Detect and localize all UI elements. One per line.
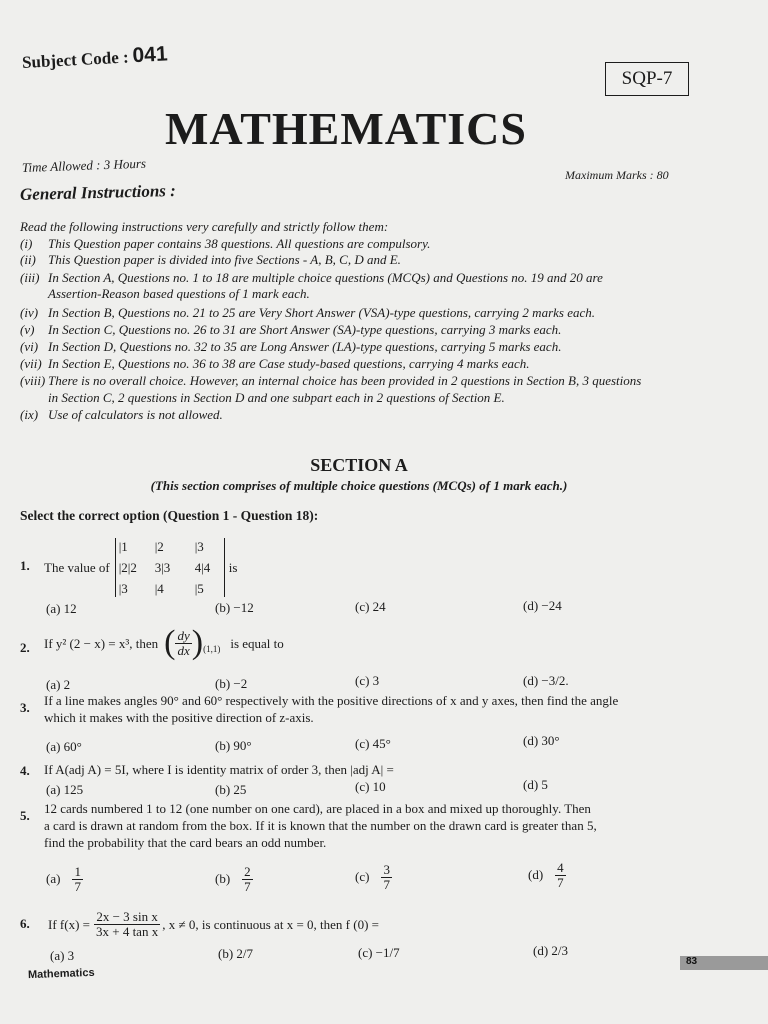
matrix-cell: |2|2 [118,559,137,575]
option-d[interactable]: (d) −24 [523,598,562,613]
instruction-item [20,305,595,321]
instruction-item [20,252,401,268]
fraction-denominator: dx [177,642,190,658]
question-number: 6. [20,916,30,931]
matrix-cell: 4|4 [194,559,211,575]
right-paren: ) [191,624,204,661]
instruction-text: Use of calculators is not allowed. [48,407,223,422]
instruction-number: (ix) [20,407,39,422]
question-text: 12 cards numbered 1 to 12 (one number on one card), are placed in a box and mixed up thoroughly. Then [44,801,591,816]
instruction-item [20,356,530,372]
fraction-numerator: 2x − 3 sin x [96,909,158,924]
instruction-item [20,373,641,389]
option-b[interactable]: (b) 2/7 [218,946,254,961]
option-a[interactable]: (a) 12 [46,601,77,616]
instruction-number: (iii) [20,270,40,285]
function-fraction [94,910,160,938]
fraction-numerator: 2 [244,864,251,879]
option-a[interactable]: (a) 60° [46,739,82,754]
select-instruction: Select the correct option (Question 1 - Question 18): [20,508,319,523]
section-title: SECTION A [310,455,408,475]
option-a[interactable]: (a) 3 [50,948,75,963]
fraction-denominator: 7 [557,874,564,890]
instruction-text: In Section D, Questions no. 32 to 35 are Long Answer (LA)-type questions, carrying 5 marks each. [48,339,562,354]
fraction-denominator: 7 [383,876,390,892]
instruction-item [20,236,430,252]
subject-code-label: Subject Code : [21,47,130,72]
option-c[interactable]: (c) −1/7 [358,945,400,960]
instruction-number: (iv) [20,305,39,320]
question-number: 1. [20,558,30,573]
time-allowed: Time Allowed : 3 Hours [21,155,147,175]
page-number: 83 [686,956,698,967]
option-a[interactable] [46,865,83,893]
matrix-cell: |4 [154,580,164,596]
option-c[interactable]: (c) 45° [355,736,391,751]
question-number: 4. [20,763,30,778]
question-text: a card is drawn at random from the box. If it is known that the number on the drawn card is greater than 5, [44,818,597,833]
subject-code [21,42,168,74]
instruction-item [20,339,561,355]
question-text: If f(x) = [48,916,90,932]
fraction-numerator: 3 [383,862,390,877]
matrix-cell: |3 [194,538,204,554]
question-text: which it makes with the positive direction of z-axis. [44,710,314,725]
option-b[interactable]: (b) −12 [215,600,254,615]
instruction-item [20,286,310,302]
instruction-number: (i) [20,236,33,251]
page-number-tab [680,956,768,970]
instructions-intro: Read the following instructions very carefully and strictly follow them: [20,219,389,234]
question-6 [48,910,379,938]
question-text: is [228,559,238,575]
option-label: (c) [355,869,370,885]
option-b[interactable]: (b) −2 [215,676,248,691]
instruction-number: (ii) [20,252,36,267]
instruction-text: In Section E, Questions no. 36 to 38 are Case study-based questions, carrying 4 marks each. [48,356,530,371]
option-c[interactable]: (c) 24 [355,599,386,614]
instruction-text: In Section B, Questions no. 21 to 25 are Very Short Answer (VSA)-type questions, carrying 2 marks each. [48,305,595,320]
question-2 [44,626,284,660]
left-paren: ( [164,624,176,661]
max-marks: Maximum Marks : 80 [565,168,669,182]
option-c[interactable]: (c) 3 [355,673,380,688]
option-b[interactable] [215,865,253,893]
option-c[interactable]: (c) 10 [355,779,386,794]
fraction-numerator: 4 [557,860,564,875]
option-c[interactable] [355,863,392,891]
question-1 [44,533,237,601]
footer-subject: Mathematics [27,966,95,982]
instruction-number: (v) [20,322,35,337]
option-a[interactable]: (a) 125 [46,782,84,797]
instruction-text: This Question paper is divided into five Sections - A, B, C, D and E. [48,252,401,267]
instruction-text: Assertion-Reason based questions of 1 mark each. [48,286,310,301]
section-subtitle: (This section comprises of multiple choice questions (MCQs) of 1 mark each.) [150,478,568,493]
page-title: MATHEMATICS [165,103,527,154]
question-5 [44,800,597,851]
matrix-cell: |5 [194,580,204,596]
option-d[interactable]: (d) −3/2. [523,673,569,688]
determinant [115,538,225,597]
option-label: (b) [215,871,231,887]
option-a[interactable]: (a) 2 [46,677,71,692]
instruction-text: In Section C, Questions no. 26 to 31 are Short Answer (SA)-type questions, carrying 3 marks each. [48,322,562,337]
paper-code-box [605,62,689,96]
fraction-numerator: 1 [74,864,81,879]
fraction-denominator: 7 [244,878,251,894]
matrix-cell: 3|3 [154,559,171,575]
option-d[interactable]: (d) 30° [523,733,560,748]
option-b[interactable]: (b) 90° [215,738,252,753]
question-text: is equal to [230,635,284,651]
matrix-cell: |3 [118,580,128,596]
fraction-numerator: dy [177,627,190,643]
fraction-denominator: 7 [74,878,81,894]
option-label: (a) [46,871,61,887]
instruction-number: (viii) [20,373,46,388]
fraction-denominator: 3x + 4 tan x [95,923,159,939]
matrix-cell: |2 [154,538,164,554]
option-fraction [381,863,392,891]
question-4: If A(adj A) = 5I, where I is identity matrix of order 3, then |adj A| = [44,762,394,777]
instruction-number: (vi) [20,339,39,354]
instruction-text: This Question paper contains 38 questions. All questions are compulsory. [48,236,431,251]
option-d[interactable]: (d) 2/3 [533,943,569,958]
question-text: find the probability that the card bears an odd number. [44,835,327,850]
derivative-fraction [175,629,191,657]
instruction-item [20,390,505,406]
option-label: (d) [528,867,544,883]
instruction-text: In Section A, Questions no. 1 to 18 are multiple choice questions (MCQs) and Questions no. 19 and 20 are [48,270,603,285]
derivative-expression [164,626,220,660]
question-text: , x ≠ 0, is continuous at x = 0, then f (0) = [162,916,379,932]
question-number: 5. [20,808,30,823]
paper-code: SQP-7 [621,68,673,89]
option-fraction [242,865,253,893]
instructions-heading: General Instructions : [19,180,177,204]
matrix-cell: |1 [118,538,128,554]
option-d[interactable]: (d) 5 [523,777,548,792]
question-number: 2. [20,640,30,655]
instruction-item [20,407,223,423]
instruction-item [20,270,603,286]
option-d[interactable] [528,861,566,889]
option-b[interactable]: (b) 25 [215,782,247,797]
question-text: If a line makes angles 90° and 60° respectively with the positive directions of x and y axes, then find the angle [44,693,619,708]
question-text: The value of [44,559,110,575]
evaluation-point: (1,1) [203,644,221,654]
instruction-number: (vii) [20,356,42,371]
option-fraction [72,865,83,893]
subject-code-value: 041 [131,42,169,68]
option-fraction [555,861,566,889]
question-text: If y² (2 − x) = x³, then [44,635,159,651]
question-number: 3. [20,700,30,715]
instruction-text: There is no overall choice. However, an internal choice has been provided in 2 questions in Section B, 3 questions [48,373,642,388]
instruction-text: in Section C, 2 questions in Section D and one subpart each in 2 questions of Section E. [48,390,505,405]
question-3 [44,692,618,726]
instruction-item [20,322,561,338]
